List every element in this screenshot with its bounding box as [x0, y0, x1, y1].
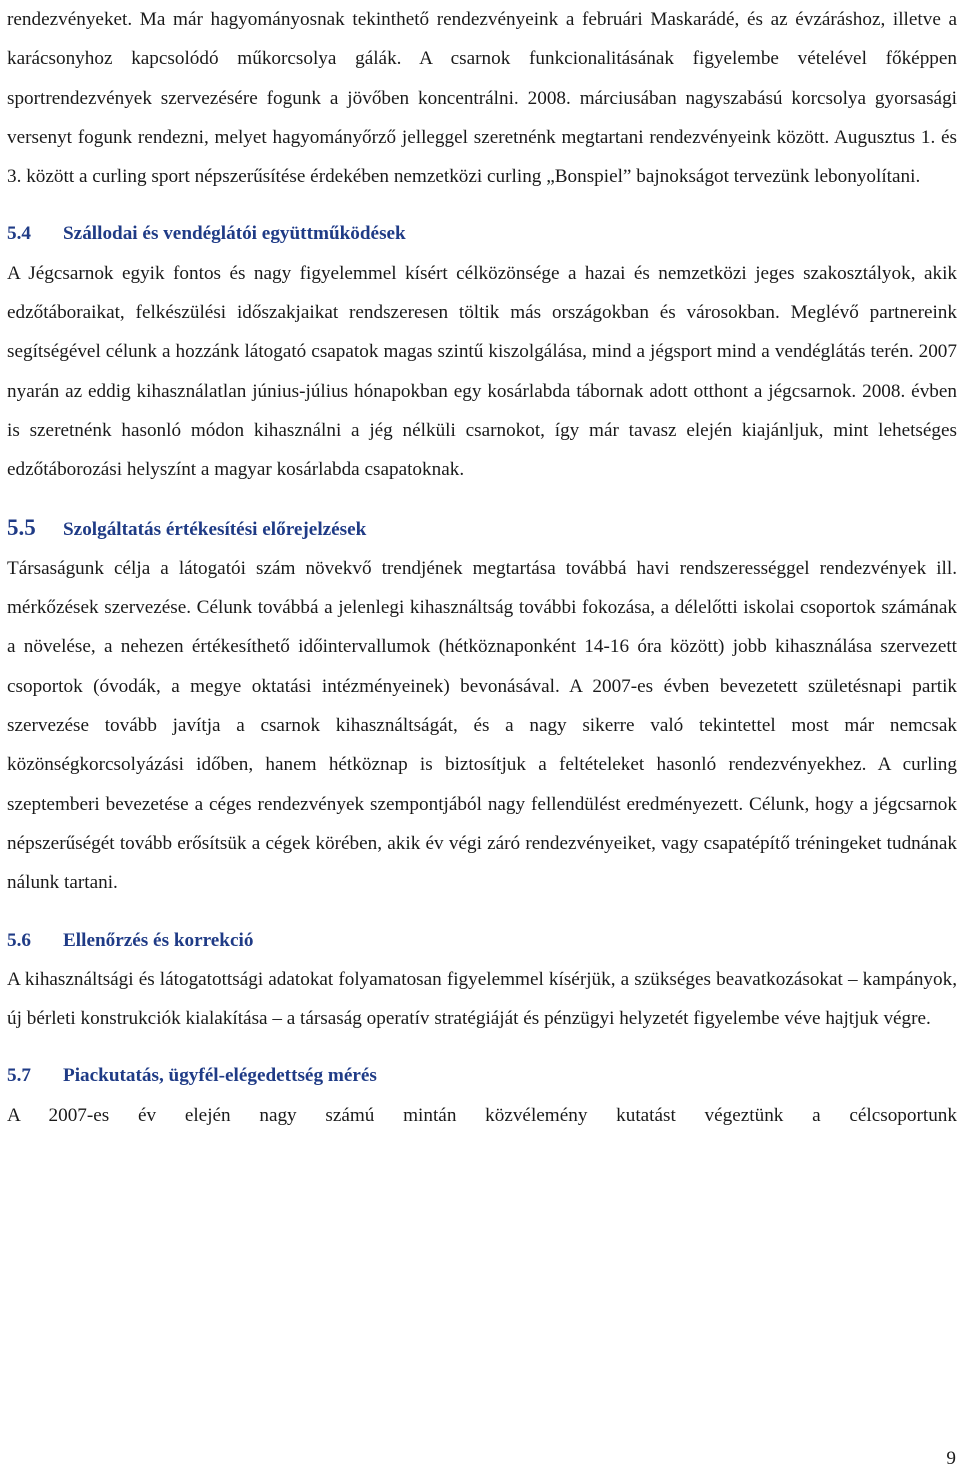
section-number: 5.7 [7, 1065, 31, 1087]
section-paragraph: Társaságunk célja a látogatói szám növekvő trendjének megtartása továbbá havi rendszerességgel rendezvények ill. mérkőzések szervezése. Célunk továbbá a jelenlegi kihasználtság további fokozása, a délelőtti iskolai csoportok számának a növelése, a nehezen értékesíthető időintervallumok (hétköznaponként 14-16 óra között) jobb kihasználása szervezett csoportok (óvodák, a megye oktatási intézményeinek) bevonásával. A 2007-es évben bevezetett születésnapi partik szervezése tovább javítja a csarnok kihasználtságát, és a nagy sikerre való tekintettel most már nemcsak közönségkorcsolyázási időben, hanem hétköznap is biztosítjuk a feltételeket hasonló rendezvényekhez. A curling szeptemberi bevezetése a céges rendezvények szempontjából nagy fellendülést eredményezett. Célunk, hogy a jégcsarnok népszerűségét tovább erősítsük a cégek körében, akik év végi záró rendezvényeiket, vagy csapatépítő tréningeket tudnának nálunk tartani. [7, 557, 957, 894]
section-title: Szolgáltatás értékesítési előrejelzések [63, 518, 367, 540]
section-5-5 [7, 508, 957, 903]
section-paragraph: A kihasználtsági és látogatottsági adatokat folyamatosan figyelemmel kísérjük, a szükséges beavatkozásokat – kampányok, új bérleti konstrukciók kialakítása – a társaság operatív stratégiáját és pénzügyi helyzetét figyelembe véve hajtjuk végre. [7, 968, 957, 1030]
section-heading [7, 214, 957, 253]
section-number: 5.4 [7, 223, 31, 245]
section-paragraph: A Jégcsarnok egyik fontos és nagy figyelemmel kísért célközönsége a hazai és nemzetközi jeges szakosztályok, akik edzőtáboraikat, felkészülési időszakjaikat rendszeresen töltik más országokban és városokban. Meglévő partnereink segítségével célunk a hozzánk látogató csapatok magas szintű kiszolgálása, mind a jégsport mind a vendéglátás terén. 2007 nyarán az eddig kihasználatlan június-július hónapokban egy kosárlabda tábornak adott otthont a jégcsarnok. 2008. évben is szeretnénk hasonló módon kihasználni a jég nélküli csarnokot, így már tavasz elején kiajánljuk, mint lehetséges edzőtáborozási helyszínt a magyar kosárlabda csapatoknak. [7, 262, 957, 481]
spacer [7, 196, 957, 214]
page-number: 9 [946, 1448, 956, 1469]
section-title: Piackutatás, ügyfél-elégedettség mérés [63, 1065, 377, 1087]
section-heading [7, 921, 957, 960]
section-5-7 [7, 1056, 957, 1135]
section-number: 5.5 [7, 514, 36, 540]
section-5-6 [7, 921, 957, 1039]
section-paragraph: A 2007-es év elején nagy számú mintán közvélemény kutatást végeztünk a célcsoportunk [7, 1104, 957, 1126]
section-heading [7, 508, 957, 549]
section-number: 5.6 [7, 929, 31, 951]
section-heading [7, 1056, 957, 1095]
intro-paragraph: rendezvényeket. Ma már hagyományosnak tekinthető rendezvényeink a februári Maskarádé, és az évzáráshoz, illetve a karácsonyhoz kapcsolódó műkorcsolya gálák. A csarnok funkcionalitásának figyelembe vételével főképpen sportrendezvények szervezésére fogunk a jövőben koncentrálni. 2008. márciusában nagyszabású korcsolya gyorsasági versenyt fogunk rendezni, melyet hagyományőrző jelleggel szeretnénk megtartani rendezvényeink között. Augusztus 1. és 3. között a curling sport népszerűsítése érdekében nemzetközi curling „Bonspiel” bajnokságot tervezünk lebonyolítani. [7, 9, 957, 188]
section-title: Ellenőrzés és korrekció [63, 929, 254, 951]
section-5-4 [7, 214, 957, 489]
spacer [7, 490, 957, 508]
section-title: Szállodai és vendéglátói együttműködések [63, 223, 406, 245]
spacer [7, 903, 957, 921]
document-page [7, 0, 957, 1135]
spacer [7, 1038, 957, 1056]
